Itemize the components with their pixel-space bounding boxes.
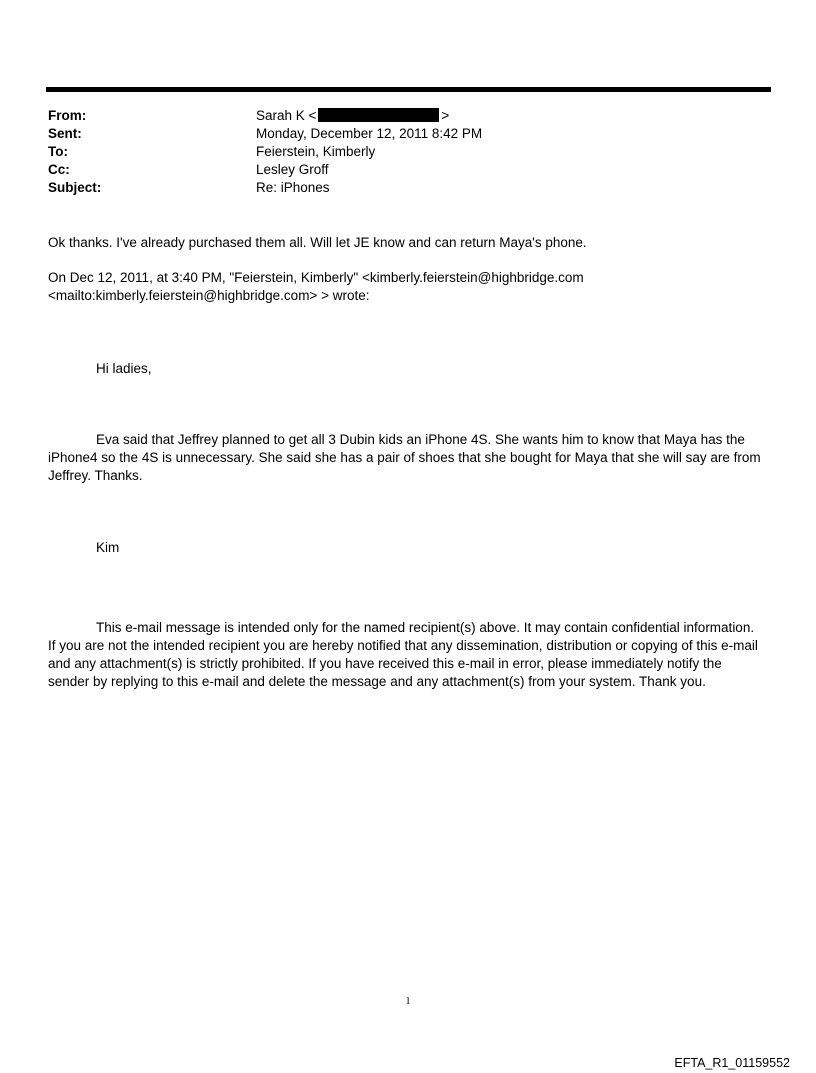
greeting: Hi ladies, — [96, 361, 152, 376]
document-id: EFTA_R1_01159552 — [674, 1056, 790, 1070]
reply-text: Ok thanks. I've already purchased them all. Will let JE know and can return Maya's phone. — [48, 235, 587, 250]
message-paragraph: Eva said that Jeffrey planned to get all 3 Dubin kids an iPhone 4S. She wants him to know that Maya has the iPhone4 so the 4S is unnecessary. She said she has a pair of shoes that she bought for Maya that she will say are from Jeffrey. Thanks. — [48, 432, 761, 483]
subject-value: Re: iPhones — [256, 180, 330, 195]
cc-value: Lesley Groff — [256, 162, 329, 177]
signature: Kim — [96, 540, 120, 555]
sent-value: Monday, December 12, 2011 8:42 PM — [256, 126, 483, 141]
page-number: 1 — [405, 996, 411, 1007]
quote-intro-line-2: <mailto:kimberly.feierstein@highbridge.com> > wrote: — [48, 288, 370, 303]
to-label: To: — [48, 144, 68, 159]
disclaimer: This e-mail message is intended only for the named recipient(s) above. It may contain confidential information. If you are not the intended recipient you are hereby notified that any dissemination, distribution or copying of this e-mail and any attachment(s) is strictly prohibited. If you have received this e-mail in error, please immediately notify the sender by replying to this e-mail and delete the message and any attachment(s) from your system. Thank you. — [48, 620, 758, 689]
from-close-bracket: > — [441, 108, 450, 123]
from-name: Sarah K < — [256, 108, 317, 123]
header-divider — [46, 87, 771, 92]
from-label: From: — [48, 108, 87, 123]
from-value — [256, 107, 449, 125]
to-value: Feierstein, Kimberly — [256, 144, 376, 159]
redaction-box — [318, 108, 439, 122]
cc-label: Cc: — [48, 162, 70, 177]
sent-label: Sent: — [48, 126, 82, 141]
quote-intro-line-1: On Dec 12, 2011, at 3:40 PM, "Feierstein, Kimberly" <kimberly.feierstein@highbridge.com — [48, 270, 584, 285]
subject-label: Subject: — [48, 180, 102, 195]
